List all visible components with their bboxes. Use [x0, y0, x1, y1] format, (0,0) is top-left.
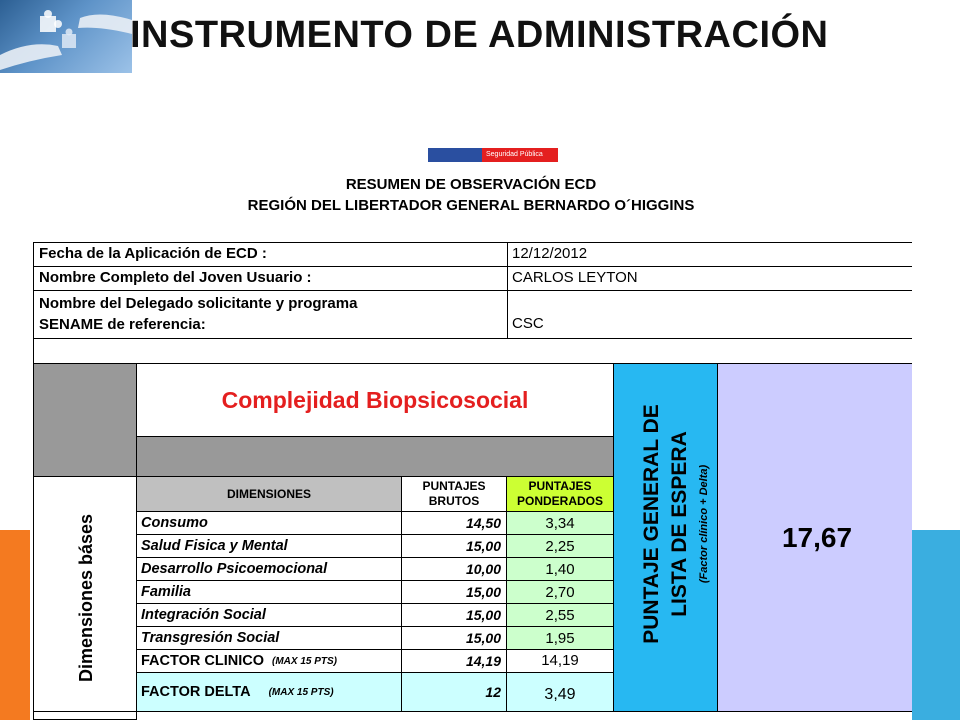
- gov-logo-strip: [428, 148, 558, 162]
- row-dimension-name: Salud Fisica y Mental: [136, 534, 402, 558]
- side-label: Dimensiones báses: [76, 513, 96, 683]
- factor-delta-note: (MAX 15 PTS): [268, 686, 334, 698]
- gray-corner: [33, 363, 137, 477]
- slide-title: INSTRUMENTO DE ADMINISTRACIÓN: [130, 14, 829, 56]
- row-ponderado: 3,34: [506, 511, 614, 535]
- puntaje-label-line3: (Factor clínico + Delta): [698, 464, 710, 584]
- factor-delta-bruto: 12: [401, 672, 507, 712]
- info-label-fecha: Fecha de la Aplicación de ECD :: [33, 242, 508, 267]
- spacer-row: [33, 338, 912, 364]
- factor-clinico-ponderado: 14,19: [506, 649, 614, 673]
- col-header-dimensiones-text: DIMENSIONES: [226, 486, 311, 501]
- row-bruto: 10,00: [401, 557, 507, 581]
- info-label-delegado: [33, 290, 508, 339]
- puntaje-value: 17,67: [781, 521, 853, 553]
- info-value-delegado: CSC: [507, 290, 912, 339]
- row-ponderado: 1,40: [506, 557, 614, 581]
- factor-clinico-note: (MAX 15 PTS): [271, 655, 337, 667]
- row-dimension-name: Consumo: [136, 511, 402, 535]
- col-header-ponderados-line1: PUNTAJES: [528, 479, 592, 493]
- row-ponderado: 2,25: [506, 534, 614, 558]
- gov-logo-text: Seguridad Pública: [482, 148, 558, 162]
- complexity-title: Complejidad Biopsicosocial: [221, 386, 529, 413]
- summary-heading-1: RESUMEN DE OBSERVACIÓN ECD: [345, 176, 597, 193]
- row-ponderado: 1,95: [506, 626, 614, 650]
- row-dimension-name: Familia: [136, 580, 402, 604]
- blue-accent-bar: [912, 530, 960, 720]
- col-header-brutos-line2: BRUTOS: [428, 494, 480, 508]
- puzzle-icon: [0, 0, 132, 73]
- row-bruto: 15,00: [401, 534, 507, 558]
- gray-band: [136, 436, 614, 477]
- factor-clinico-bruto: 14,19: [401, 649, 507, 673]
- info-value-fecha: 12/12/2012: [507, 242, 912, 267]
- summary-heading-2: REGIÓN DEL LIBERTADOR GENERAL BERNARDO O´HIGGINS: [247, 197, 695, 214]
- row-dimension-name: Integración Social: [136, 603, 402, 627]
- factor-clinico-name: FACTOR CLINICO: [141, 653, 264, 669]
- info-label-delegado-line2: SENAME de referencia:: [39, 316, 206, 333]
- side-label-box: [33, 476, 137, 720]
- info-label-delegado-line1: Nombre del Delegado solicitante y programa: [39, 295, 358, 312]
- col-header-ponderados: [506, 476, 614, 512]
- puntaje-label-line2: LISTA DE ESPERA: [668, 431, 691, 617]
- factor-delta-label: [136, 672, 402, 712]
- col-header-dimensiones: [136, 476, 402, 512]
- complexity-title-box: [136, 363, 614, 437]
- factor-clinico-label: [136, 649, 402, 673]
- bottom-row: [33, 711, 912, 720]
- factor-delta-ponderado: 3,49: [506, 672, 614, 712]
- orange-accent-bar: [0, 530, 30, 720]
- col-header-brutos-line1: PUNTAJES: [422, 479, 486, 493]
- row-ponderado: 2,70: [506, 580, 614, 604]
- col-header-ponderados-line2: PONDERADOS: [516, 494, 603, 508]
- ecd-summary-sheet: [30, 148, 912, 720]
- puntaje-label-box: [613, 363, 718, 712]
- puzzle-hands-logo: [0, 0, 132, 73]
- row-dimension-name: Transgresión Social: [136, 626, 402, 650]
- info-label-nombre: Nombre Completo del Joven Usuario :: [33, 266, 508, 291]
- col-header-brutos: [401, 476, 507, 512]
- row-ponderado: 2,55: [506, 603, 614, 627]
- puntaje-label-line1: PUNTAJE GENERAL DE: [640, 404, 663, 644]
- row-dimension-name: Desarrollo Psicoemocional: [136, 557, 402, 581]
- row-bruto: 15,00: [401, 603, 507, 627]
- factor-delta-name: FACTOR DELTA: [141, 684, 251, 700]
- info-value-nombre: CARLOS LEYTON: [507, 266, 912, 291]
- row-bruto: 15,00: [401, 626, 507, 650]
- puntaje-value-box: [717, 363, 912, 712]
- row-bruto: 15,00: [401, 580, 507, 604]
- row-bruto: 14,50: [401, 511, 507, 535]
